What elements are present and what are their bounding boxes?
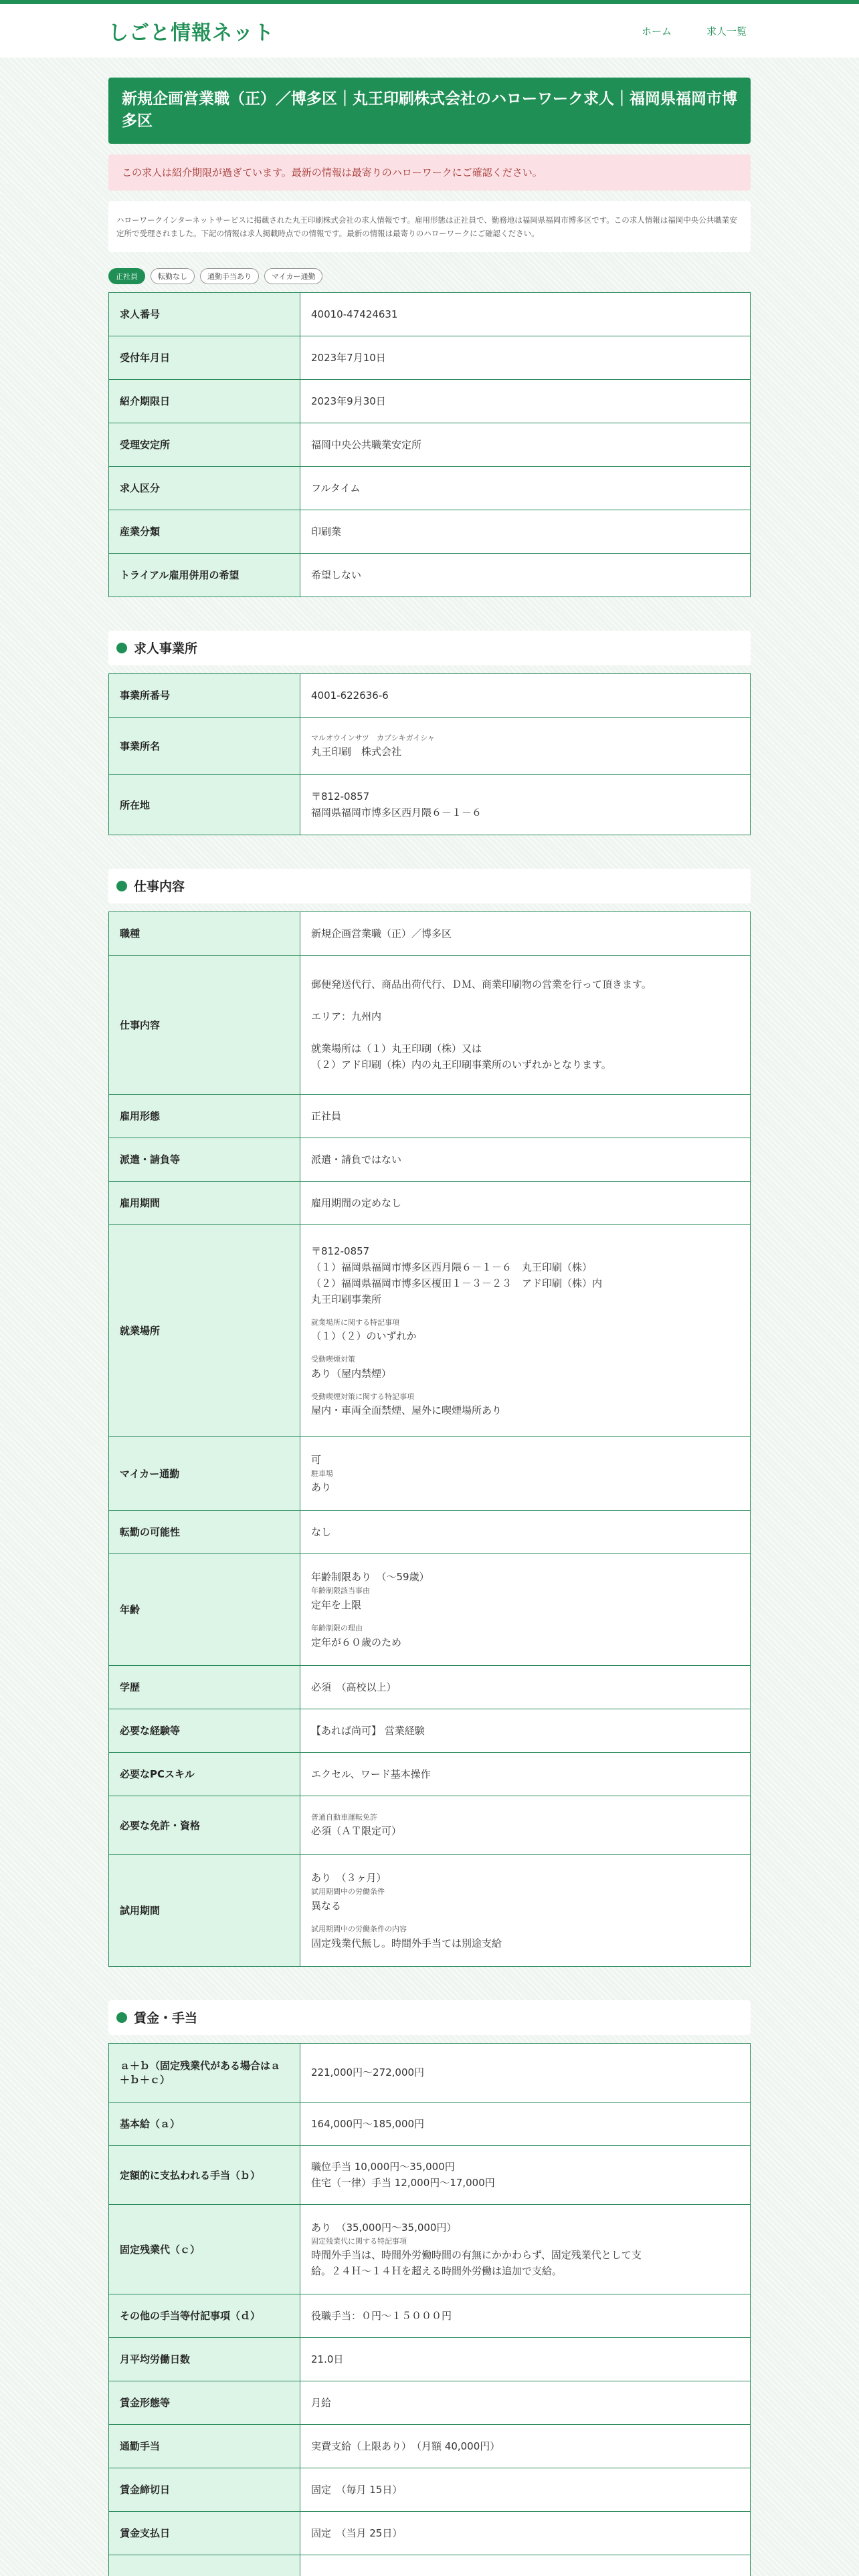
row-value: 2023年7月10日 <box>300 336 751 379</box>
trial-condition-label: 試用期間中の労働条件 <box>311 1887 385 1897</box>
row-label: 受付年月日 <box>109 336 300 379</box>
wage-total: 221,000円〜272,000円 <box>300 2043 751 2102</box>
table-row <box>109 2511 751 2555</box>
table-row <box>109 1181 751 1224</box>
wage-pay-date: 固定 （当月 25日） <box>300 2511 751 2555</box>
row-label: 産業分類 <box>109 510 300 553</box>
row-value: 40010-47424631 <box>300 292 751 336</box>
table-row <box>109 774 751 835</box>
row-value: 印刷業 <box>300 510 751 553</box>
table-row <box>109 553 751 597</box>
bullet-dot-icon <box>116 881 127 891</box>
row-label: 雇用形態 <box>109 1094 300 1138</box>
trial-period: あり （３ヶ月） <box>311 1872 387 1885</box>
parking: あり <box>311 1481 332 1494</box>
table-row <box>109 1224 751 1436</box>
table-row <box>109 1436 751 1510</box>
row-value: 2023年9月30日 <box>300 379 751 423</box>
bullet-dot-icon <box>116 643 127 653</box>
table-row <box>109 423 751 466</box>
wage-cutoff-date: 固定 （毎月 15日） <box>300 2468 751 2511</box>
expired-alert: この求人は紹介期限が過ぎています。最新の情報は最寄りのハローワークにご確認ください。 <box>108 154 751 191</box>
site-header <box>0 4 859 58</box>
table-row <box>109 510 751 553</box>
table-row <box>109 2337 751 2381</box>
row-label: 派遣・請負等 <box>109 1138 300 1181</box>
row-label: 事業所名 <box>109 717 300 774</box>
table-row <box>109 1094 751 1138</box>
license-requirement: 必須（ＡＴ限定可） <box>311 1825 402 1838</box>
bullet-dot-icon <box>116 2012 127 2023</box>
table-row <box>109 1510 751 1553</box>
table-row <box>109 1709 751 1752</box>
main-content <box>108 78 751 2576</box>
smoking-note-label: 受動喫煙対策に関する特記事項 <box>311 1392 414 1401</box>
work-place-address: 〒812-0857 （１）福岡県福岡市博多区西月隈６－１－６ 丸王印刷（株） （２）福岡県福岡市博多区榎田１－３－２３ アド印刷（株）内 丸王印刷事業所 <box>311 1245 603 1305</box>
row-label: 年齢 <box>109 1553 300 1665</box>
table-row <box>109 1854 751 1966</box>
table-row <box>109 1553 751 1665</box>
table-row <box>109 1665 751 1709</box>
other-allowances: 役職手当：０円〜１５０００円 <box>300 2294 751 2337</box>
office-name-kana: マルオウインサツ カブシキガイシャ <box>311 733 436 742</box>
tag-car-commute: マイカー通勤 <box>264 268 322 284</box>
row-label: 必要な経験等 <box>109 1709 300 1752</box>
row-label: 試用期間 <box>109 1854 300 1966</box>
wage-type: 月給 <box>300 2381 751 2424</box>
tag-list <box>108 268 751 284</box>
row-value <box>300 2555 751 2576</box>
fixed-overtime-note: 時間外手当は、時間外労働時間の有無にかかわらず、固定残業代として支給。２４Ｈ〜１４Ｈを超える時間外労働は追加で支給。 <box>311 2249 642 2278</box>
office-address: 福岡県福岡市博多区西月隈６－１－６ <box>311 807 482 819</box>
table-row <box>109 2468 751 2511</box>
row-value: 希望しない <box>300 553 751 597</box>
smoking-label: 受動喫煙対策 <box>311 1355 355 1364</box>
section-heading-text: 仕事内容 <box>134 879 185 895</box>
table-row <box>109 1796 751 1854</box>
row-label: ａ＋ｂ（固定残業代がある場合はａ＋ｂ＋ｃ） <box>109 2043 300 2102</box>
smoking-policy: あり（屋内禁煙） <box>311 1367 392 1380</box>
table-row <box>109 1752 751 1796</box>
fixed-overtime-note-label: 固定残業代に関する特記事項 <box>311 2236 407 2246</box>
trial-detail-label: 試用期間中の労働条件の内容 <box>311 1924 407 1933</box>
row-value: フルタイム <box>300 466 751 510</box>
age-reason-label: 年齢制限該当事由 <box>311 1586 370 1596</box>
row-label: 雇用期間 <box>109 1181 300 1224</box>
office-table <box>108 673 751 835</box>
required-experience: 【あれば尚可】 営業経験 <box>300 1709 751 1752</box>
job-description-summary: ハローワークインターネットサービスに掲載された丸王印刷株式会社の求人情報です。雇用形態は正社員で、勤務地は福岡県福岡市博多区です。この求人情報は福岡中央公共職業安定所で受理されました。下記の情報は求人掲載時点での情報です。最新の情報は最寄りのハローワークにご確認ください。 <box>108 201 751 252</box>
base-pay: 164,000円〜185,000円 <box>300 2102 751 2145</box>
education: 必須 （高校以上） <box>300 1665 751 1709</box>
car-commute: 可 <box>311 1453 322 1466</box>
section-heading-office <box>108 631 751 665</box>
nav-home-link[interactable]: ホーム <box>641 25 672 37</box>
office-number: 4001-622636-6 <box>300 673 751 717</box>
row-label: 通勤手当 <box>109 2424 300 2468</box>
row-label: 求人区分 <box>109 466 300 510</box>
section-heading-text: 賃金・手当 <box>134 2011 198 2026</box>
table-row <box>109 2145 751 2204</box>
row-label: 定額的に支払われる手当（ｂ） <box>109 2145 300 2204</box>
row-label: 必要なPCスキル <box>109 1752 300 1796</box>
section-heading-wage <box>108 2000 751 2035</box>
license-name: 普通自動車運転免許 <box>311 1812 377 1822</box>
row-label: 月平均労働日数 <box>109 2337 300 2381</box>
work-place-note: （１）（２）のいずれか <box>311 1330 417 1343</box>
dispatch-status: 派遣・請負ではない <box>300 1138 751 1181</box>
smoking-note: 屋内・車両全面禁煙、屋外に喫煙場所あり <box>311 1404 502 1417</box>
fixed-allowances: 職位手当 10,000円〜35,000円 住宅（一律）手当 12,000円〜17,000円 <box>300 2145 751 2204</box>
row-label: 求人番号 <box>109 292 300 336</box>
section-heading-text: 求人事業所 <box>134 641 198 657</box>
job-title: 新規企画営業職（正）／博多区 <box>300 911 751 955</box>
work-place-note-label: 就業場所に関する特記事項 <box>311 1317 399 1327</box>
parking-label: 駐車場 <box>311 1469 333 1478</box>
row-label: 学歴 <box>109 1665 300 1709</box>
row-label: 基本給（ａ） <box>109 2102 300 2145</box>
row-label: 受理安定所 <box>109 423 300 466</box>
table-row <box>109 2294 751 2337</box>
employment-type: 正社員 <box>300 1094 751 1138</box>
row-label: 必要な免許・資格 <box>109 1796 300 1854</box>
row-label: 紹介期限日 <box>109 379 300 423</box>
row-label: その他の手当等付記事項（ｄ） <box>109 2294 300 2337</box>
table-row <box>109 717 751 774</box>
row-label: 賃金形態等 <box>109 2381 300 2424</box>
table-row <box>109 2102 751 2145</box>
page-title: 新規企画営業職（正）／博多区｜丸王印刷株式会社のハローワーク求人｜福岡県福岡市博多区 <box>108 78 751 144</box>
tag-commute-allowance: 通勤手当あり <box>200 268 259 284</box>
nav-job-list-link[interactable]: 求人一覧 <box>706 25 747 37</box>
row-label: 職種 <box>109 911 300 955</box>
table-row <box>109 955 751 1094</box>
table-row <box>109 2381 751 2424</box>
row-label: 転勤の可能性 <box>109 1510 300 1553</box>
age-why-label: 年齢制限の理由 <box>311 1623 363 1632</box>
row-label: マイカー通勤 <box>109 1436 300 1510</box>
table-row <box>109 2043 751 2102</box>
table-row <box>109 911 751 955</box>
trial-condition: 異なる <box>311 1899 342 1912</box>
age-why: 定年が６０歳のため <box>311 1636 402 1648</box>
section-heading-job <box>108 869 751 903</box>
fixed-overtime: あり （35,000円〜35,000円） <box>311 2221 457 2234</box>
age-limit: 年齢制限あり （〜59歳） <box>311 1571 430 1584</box>
table-row <box>109 2555 751 2576</box>
site-logo[interactable]: しごと情報ネット <box>108 21 274 45</box>
row-label: 所在地 <box>109 774 300 835</box>
row-label: トライアル雇用併用の希望 <box>109 553 300 597</box>
wage-table <box>108 2043 751 2576</box>
table-row <box>109 1138 751 1181</box>
table-row <box>109 466 751 510</box>
main-nav <box>642 24 747 38</box>
table-row <box>109 292 751 336</box>
age-reason: 定年を上限 <box>311 1598 362 1611</box>
trial-detail: 固定残業代無し。時間外手当ては別途支給 <box>311 1937 502 1949</box>
office-zip: 〒812-0857 <box>311 790 370 803</box>
row-label: 賃金支払日 <box>109 2511 300 2555</box>
monthly-work-days: 21.0日 <box>300 2337 751 2381</box>
row-label: 賃金締切日 <box>109 2468 300 2511</box>
row-label: 仕事内容 <box>109 955 300 1094</box>
row-label: 固定残業代（ｃ） <box>109 2204 300 2294</box>
row-label: 事業所番号 <box>109 673 300 717</box>
transfer-possibility: なし <box>300 1510 751 1553</box>
employment-period: 雇用期間の定めなし <box>300 1181 751 1224</box>
office-name: 丸王印刷 株式会社 <box>311 746 402 758</box>
table-row <box>109 336 751 379</box>
job-table <box>108 911 751 1967</box>
row-label <box>109 2555 300 2576</box>
job-content: 郵便発送代行、商品出荷代行、ＤＭ、商業印刷物の営業を行って頂きます。 エリア：九州内 就業場所は（１）丸王印刷（株）又は （２）アド印刷（株）内の丸王印刷事業所のいずれかとなります。 <box>300 955 751 1094</box>
basic-info-table <box>108 292 751 597</box>
tag-employment: 正社員 <box>108 268 145 284</box>
table-row <box>109 673 751 717</box>
tag-no-transfer: 転勤なし <box>151 268 195 284</box>
table-row <box>109 2424 751 2468</box>
table-row <box>109 379 751 423</box>
table-row <box>109 2204 751 2294</box>
row-value: 福岡中央公共職業安定所 <box>300 423 751 466</box>
commute-allowance: 実費支給（上限あり） （月額 40,000円） <box>300 2424 751 2468</box>
row-label: 就業場所 <box>109 1224 300 1436</box>
pc-skills: エクセル、ワード基本操作 <box>300 1752 751 1796</box>
